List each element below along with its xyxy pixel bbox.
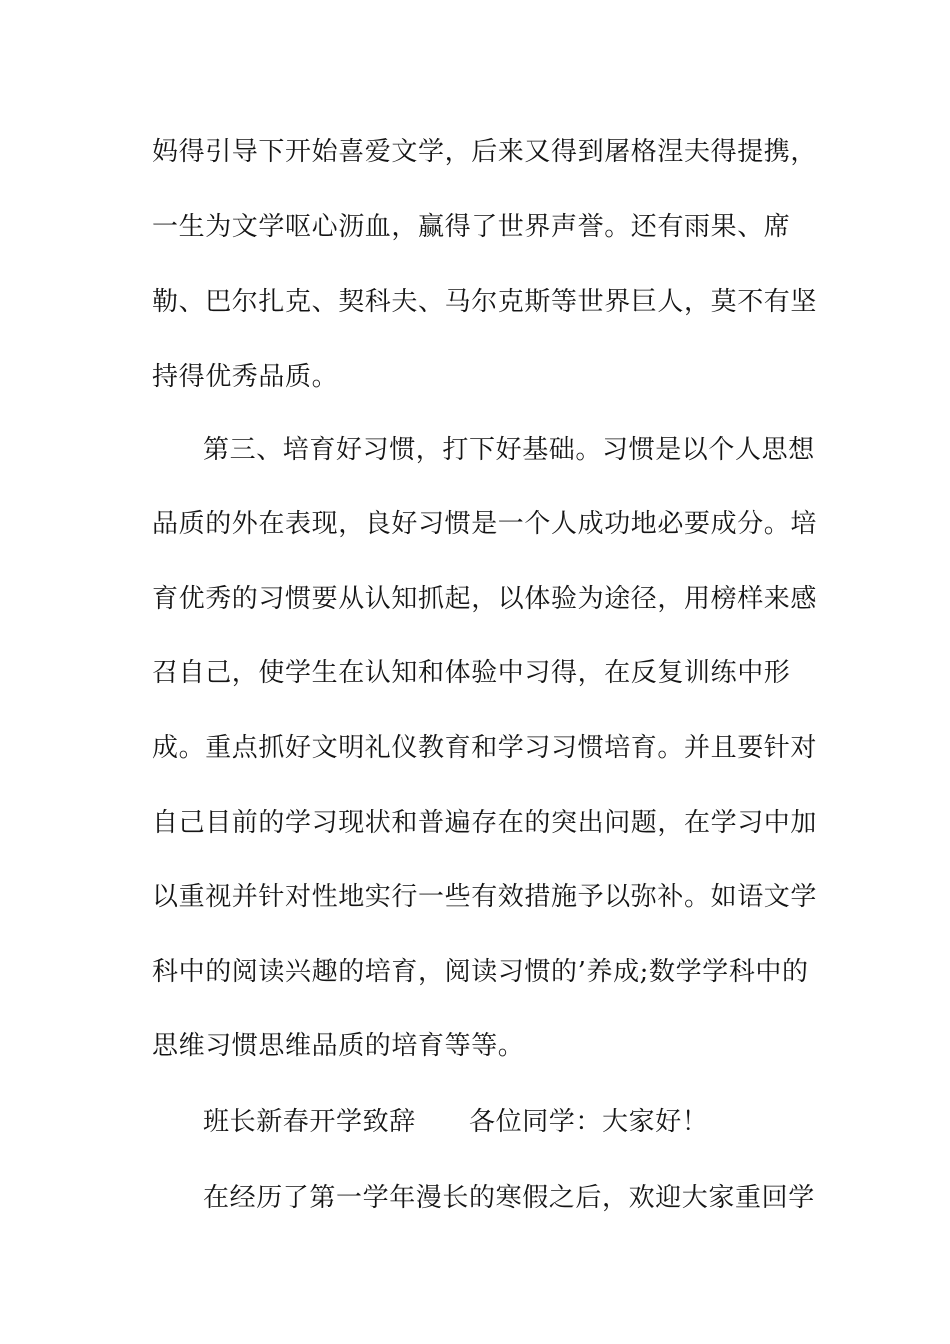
text-line: 以重视并针对性地实行一些有效措施予以弥补。如语文学 [152, 882, 818, 912]
text-line: 妈得引导下开始喜爱文学，后来又得到屠格涅夫得提携， [152, 137, 818, 167]
text-line: 召自己，使学生在认知和体验中习得，在反复训练中形 [152, 658, 791, 688]
text-line: 持得优秀品质。 [152, 362, 339, 392]
text-line: 成。重点抓好文明礼仪教育和学习习惯培育。并且要针对 [152, 733, 818, 763]
text-line: 勒、巴尔扎克、契科夫、马尔克斯等世界巨人，莫不有坚 [152, 287, 818, 317]
text-line: 科中的阅读兴趣的培育，阅读习惯的’养成;数学学科中的 [152, 957, 809, 987]
text-line: 育优秀的习惯要从认知抓起，以体验为途径，用榜样来感 [152, 584, 818, 614]
speech-title-line: 班长新春开学致辞 各位同学：大家好！ [203, 1107, 709, 1137]
text-line: 品质的外在表现，良好习惯是一个人成功地必要成分。培 [152, 509, 818, 539]
text-line: 一生为文学呕心沥血，赢得了世界声誉。还有雨果、席 [152, 212, 791, 242]
paragraph-first-line: 第三、培育好习惯，打下好基础。习惯是以个人思想 [203, 435, 815, 465]
paragraph-first-line: 在经历了第一学年漫长的寒假之后，欢迎大家重回学 [203, 1183, 815, 1213]
text-line: 自己目前的学习现状和普遍存在的突出问题，在学习中加 [152, 808, 818, 838]
text-line: 思维习惯思维品质的培育等等。 [152, 1031, 525, 1061]
